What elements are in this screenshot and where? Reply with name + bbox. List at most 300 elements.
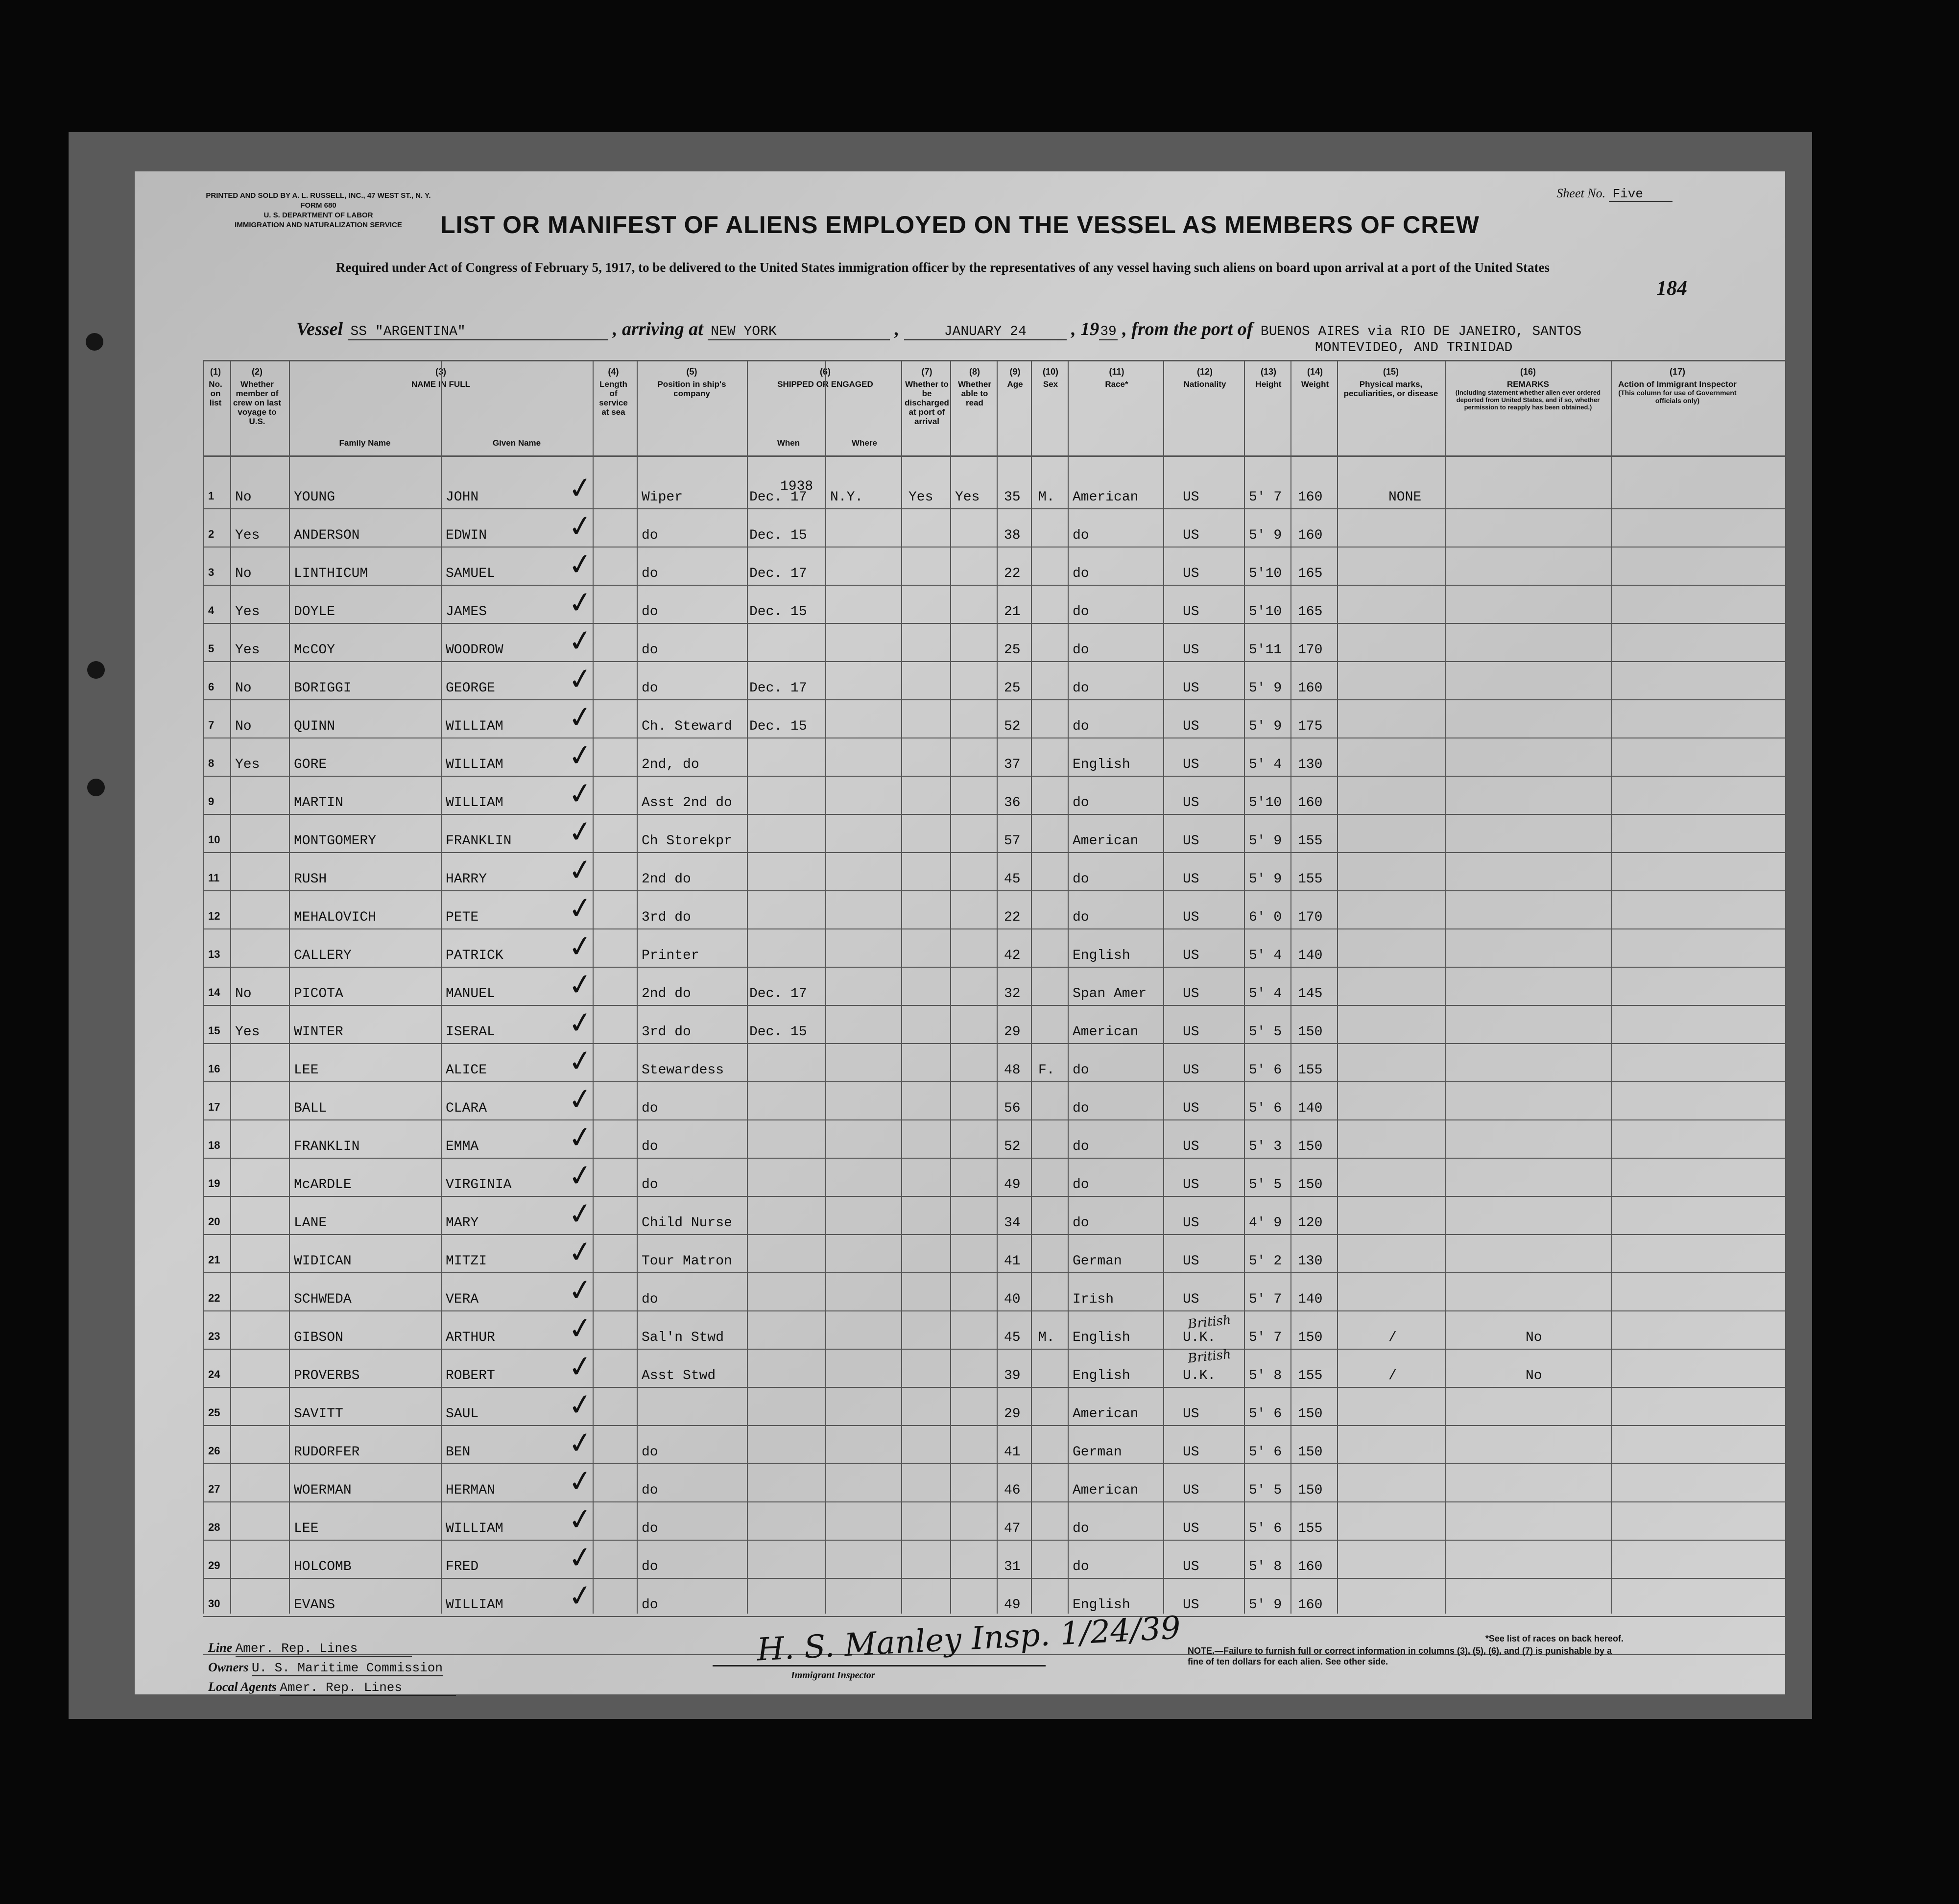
owners-label: Owners xyxy=(208,1660,249,1674)
from-port-continued: MONTEVIDEO, AND TRINIDAD xyxy=(1315,340,1513,356)
cell-weight: 160 xyxy=(1298,795,1323,810)
cell-height: 5' 4 xyxy=(1249,948,1282,963)
cell-race: German xyxy=(1073,1254,1122,1269)
cell-nationality: US xyxy=(1183,1406,1199,1422)
cell-given-name: MANUEL xyxy=(446,986,495,1001)
cell-height: 6' 0 xyxy=(1249,910,1282,925)
cell-given-name: WILLIAM xyxy=(446,1521,503,1536)
vessel-line: Vessel SS "ARGENTINA" , arriving at NEW YORK , JANUARY 24 , 1939 , from the port of BUENOS AIRES via RIO DE JANEIRO, SANTOS xyxy=(296,318,1584,340)
cell-family-name: BORIGGI xyxy=(294,681,352,696)
cell-position: Wiper xyxy=(642,490,683,505)
cell-family-name: LINTHICUM xyxy=(294,566,368,581)
vessel-name: SS "ARGENTINA" xyxy=(348,324,608,340)
cell-age: 39 xyxy=(1004,1368,1021,1383)
cell-nationality: US xyxy=(1183,1483,1199,1498)
cell-race: American xyxy=(1073,1024,1139,1040)
cell-weight: 150 xyxy=(1298,1445,1323,1460)
cell-nationality: US xyxy=(1183,1101,1199,1116)
cell-given-name: VIRGINIA xyxy=(446,1177,512,1192)
cell-race: English xyxy=(1073,1597,1130,1613)
binder-hole xyxy=(87,661,105,679)
cell-race: American xyxy=(1073,1483,1139,1498)
cell-race: do xyxy=(1073,872,1089,887)
cell-weight: 155 xyxy=(1298,1521,1323,1536)
cell-age: 25 xyxy=(1004,681,1021,696)
cell-nationality: US xyxy=(1183,948,1199,963)
column-rule xyxy=(1785,360,1786,1614)
arriving-port: NEW YORK xyxy=(708,324,890,340)
cell-prior-voyage: No xyxy=(235,566,252,581)
cell-row-number: 29 xyxy=(208,1559,220,1571)
cell-position: do xyxy=(642,1597,658,1613)
cell-height: 5' 6 xyxy=(1249,1063,1282,1078)
cell-age: 49 xyxy=(1004,1597,1021,1613)
row-rule xyxy=(203,1081,1785,1082)
cell-position: do xyxy=(642,1101,658,1116)
cell-row-number: 27 xyxy=(208,1483,220,1495)
cell-weight: 175 xyxy=(1298,719,1323,734)
cell-weight: 160 xyxy=(1298,490,1323,505)
cell-given-name: ALICE xyxy=(446,1063,487,1078)
col-header-15: (15) Physical marks, peculiarities, or disease xyxy=(1343,367,1438,398)
cell-weight: 160 xyxy=(1298,528,1323,543)
cell-height: 5' 4 xyxy=(1249,757,1282,772)
row-rule xyxy=(203,1616,1785,1617)
check-mark-icon: ✓ xyxy=(566,1157,595,1195)
cell-weight: 170 xyxy=(1298,643,1323,658)
row-rule xyxy=(203,623,1785,624)
cell-able-to-read: Yes xyxy=(955,490,980,505)
check-mark-icon: ✓ xyxy=(566,928,595,966)
cell-nationality: U.K. xyxy=(1183,1330,1216,1345)
cell-height: 5' 9 xyxy=(1249,681,1282,696)
row-rule xyxy=(203,1310,1785,1311)
cell-age: 22 xyxy=(1004,910,1021,925)
col-header-17: (17) Action of Immigrant Inspector (This column for use of Government officials only) xyxy=(1618,367,1737,405)
check-mark-icon: ✓ xyxy=(566,507,595,546)
cell-age: 34 xyxy=(1004,1215,1021,1231)
check-mark-icon: ✓ xyxy=(566,1271,595,1309)
cell-remarks: No xyxy=(1526,1330,1542,1345)
page-subtitle: Required under Act of Congress of February 5, 1917, to be delivered to the United States immigration officer by the representatives of any vessel having such aliens on board upon arrival at a port of the United States xyxy=(335,260,1550,275)
cell-family-name: WINTER xyxy=(294,1024,343,1040)
cell-height: 4' 9 xyxy=(1249,1215,1282,1231)
cell-position: Sal'n Stwd xyxy=(642,1330,724,1345)
col-header-8: (8) Whether able to read xyxy=(958,367,991,407)
cell-shipped-where: N.Y. xyxy=(830,490,863,505)
cell-age: 47 xyxy=(1004,1521,1021,1536)
cell-position: do xyxy=(642,643,658,658)
cell-height: 5' 6 xyxy=(1249,1406,1282,1422)
cell-given-name: WILLIAM xyxy=(446,757,503,772)
row-rule xyxy=(203,1005,1785,1006)
page-title: LIST OR MANIFEST OF ALIENS EMPLOYED ON THE VESSEL AS MEMBERS OF CREW xyxy=(440,211,1480,238)
cell-family-name: ANDERSON xyxy=(294,528,360,543)
cell-nationality: US xyxy=(1183,1215,1199,1231)
cell-family-name: PICOTA xyxy=(294,986,343,1001)
cell-prior-voyage: Yes xyxy=(235,643,260,658)
form-number: FORM 680 xyxy=(300,201,336,210)
cell-race: do xyxy=(1073,1177,1089,1192)
cell-height: 5' 5 xyxy=(1249,1024,1282,1040)
cell-race: do xyxy=(1073,604,1089,619)
check-mark-icon: ✓ xyxy=(566,775,595,813)
col-header-12: (12) Nationality xyxy=(1183,367,1226,389)
cell-prior-voyage: Yes xyxy=(235,604,260,619)
check-mark-icon: ✓ xyxy=(566,889,595,928)
cell-row-number: 26 xyxy=(208,1445,220,1457)
handwritten-annotation: British xyxy=(1187,1312,1232,1332)
cell-discharged: Yes xyxy=(908,490,933,505)
col-header-14: (14) Weight xyxy=(1301,367,1329,389)
cell-height: 5' 8 xyxy=(1249,1368,1282,1383)
row-rule xyxy=(203,1119,1785,1120)
cell-shipped-when: Dec. 15 xyxy=(749,528,807,543)
cell-weight: 140 xyxy=(1298,1292,1323,1307)
agents-value: Amer. Rep. Lines xyxy=(280,1680,456,1696)
cell-position: Stewardess xyxy=(642,1063,724,1078)
cell-age: 52 xyxy=(1004,1139,1021,1154)
cell-age: 32 xyxy=(1004,986,1021,1001)
cell-position: Ch Storekpr xyxy=(642,833,732,849)
cell-age: 45 xyxy=(1004,1330,1021,1345)
cell-weight: 145 xyxy=(1298,986,1323,1001)
col-header-13: (13) Height xyxy=(1255,367,1282,389)
penalty-note: NOTE.—Failure to furnish full or correct information in columns (3), (5), (6), and (7) is punishable by a fine of ten dollars for each alien. See other side. xyxy=(1188,1646,1612,1666)
sheet-number-label: Sheet No. xyxy=(1556,186,1606,200)
check-mark-icon: ✓ xyxy=(566,1386,595,1424)
signature-rule xyxy=(713,1665,1046,1666)
cell-nationality: US xyxy=(1183,681,1199,696)
cell-weight: 155 xyxy=(1298,1368,1323,1383)
cell-nationality: US xyxy=(1183,1597,1199,1613)
cell-position: do xyxy=(642,1521,658,1536)
col-subheader-when: When xyxy=(777,438,800,448)
cell-nationality: U.K. xyxy=(1183,1368,1216,1383)
row-rule xyxy=(203,1272,1785,1273)
line-field xyxy=(208,1641,412,1657)
cell-family-name: LANE xyxy=(294,1215,327,1231)
cell-given-name: MITZI xyxy=(446,1254,487,1269)
cell-race: do xyxy=(1073,528,1089,543)
cell-given-name: HERMAN xyxy=(446,1483,495,1498)
cell-weight: 165 xyxy=(1298,604,1323,619)
cell-family-name: WIDICAN xyxy=(294,1254,352,1269)
cell-weight: 160 xyxy=(1298,681,1323,696)
cell-remarks: No xyxy=(1526,1368,1542,1383)
cell-position: do xyxy=(642,1445,658,1460)
cell-family-name: RUDORFER xyxy=(294,1445,360,1460)
stamp-number: 184 xyxy=(1656,277,1687,300)
cell-weight: 150 xyxy=(1298,1177,1323,1192)
cell-age: 36 xyxy=(1004,795,1021,810)
cell-position: do xyxy=(642,1483,658,1498)
cell-shipped-when: Dec. 17 xyxy=(749,986,807,1001)
cell-position: 2nd, do xyxy=(642,757,699,772)
cell-prior-voyage: No xyxy=(235,719,252,734)
cell-weight: 160 xyxy=(1298,1559,1323,1574)
cell-age: 38 xyxy=(1004,528,1021,543)
cell-nationality: US xyxy=(1183,719,1199,734)
cell-position: do xyxy=(642,1177,658,1192)
cell-nationality: US xyxy=(1183,643,1199,658)
handwritten-annotation: British xyxy=(1187,1347,1232,1366)
cell-family-name: McARDLE xyxy=(294,1177,352,1192)
check-mark-icon: ✓ xyxy=(566,1080,595,1119)
cell-position: do xyxy=(642,1139,658,1154)
cell-weight: 150 xyxy=(1298,1406,1323,1422)
cell-age: 40 xyxy=(1004,1292,1021,1307)
department-line: U. S. DEPARTMENT OF LABOR xyxy=(263,211,373,219)
cell-given-name: PATRICK xyxy=(446,948,503,963)
row-rule xyxy=(203,776,1785,777)
row-rule xyxy=(203,1043,1785,1044)
cell-age: 46 xyxy=(1004,1483,1021,1498)
cell-height: 5' 6 xyxy=(1249,1101,1282,1116)
owners-value: U. S. Maritime Commission xyxy=(251,1661,443,1675)
cell-position: Asst 2nd do xyxy=(642,795,732,810)
cell-given-name: WILLIAM xyxy=(446,1597,503,1613)
cell-given-name: VERA xyxy=(446,1292,479,1307)
cell-height: 5'10 xyxy=(1249,604,1282,619)
cell-row-number: 28 xyxy=(208,1521,220,1533)
cell-row-number: 19 xyxy=(208,1177,220,1190)
check-mark-icon: ✓ xyxy=(566,1119,595,1157)
cell-row-number: 2 xyxy=(208,528,215,540)
check-mark-icon: ✓ xyxy=(566,966,595,1004)
check-mark-icon: ✓ xyxy=(566,1004,595,1042)
cell-weight: 165 xyxy=(1298,566,1323,581)
cell-family-name: WOERMAN xyxy=(294,1483,352,1498)
cell-race: do xyxy=(1073,1139,1089,1154)
inspector-label: Immigrant Inspector xyxy=(791,1670,875,1681)
cell-race: do xyxy=(1073,566,1089,581)
cell-age: 56 xyxy=(1004,1101,1021,1116)
cell-nationality: US xyxy=(1183,1177,1199,1192)
row-rule xyxy=(203,1425,1785,1426)
sheet-number xyxy=(1556,186,1672,201)
col-header-16: (16) REMARKS (Including statement whether alien ever ordered deported from United States, and if so, whether permission to reapply has been obtained.) xyxy=(1455,367,1601,411)
cell-row-number: 16 xyxy=(208,1063,220,1075)
cell-race: do xyxy=(1073,795,1089,810)
cell-given-name: BEN xyxy=(446,1445,471,1460)
check-mark-icon: ✓ xyxy=(566,1462,595,1500)
cell-race: American xyxy=(1073,833,1139,849)
sheet-number-value: Five xyxy=(1609,187,1672,202)
check-mark-icon: ✓ xyxy=(566,1309,595,1348)
cell-row-number: 20 xyxy=(208,1215,220,1228)
row-rule xyxy=(203,699,1785,700)
cell-given-name: EMMA xyxy=(446,1139,479,1154)
cell-position: do xyxy=(642,566,658,581)
cell-position: Asst Stwd xyxy=(642,1368,716,1383)
cell-given-name: JOHN xyxy=(446,490,479,505)
cell-position: Child Nurse xyxy=(642,1215,732,1231)
col-header-3: (3) NAME IN FULL xyxy=(411,367,470,389)
cell-race: Span Amer xyxy=(1073,986,1147,1001)
cell-given-name: ROBERT xyxy=(446,1368,495,1383)
row-rule xyxy=(203,1463,1785,1464)
row-rule xyxy=(203,1540,1785,1541)
row-rule xyxy=(203,1501,1785,1502)
cell-nationality: US xyxy=(1183,566,1199,581)
cell-height: 5' 6 xyxy=(1249,1521,1282,1536)
cell-physical-marks: NONE xyxy=(1388,490,1422,505)
check-mark-icon: ✓ xyxy=(566,546,595,584)
cell-age: 29 xyxy=(1004,1024,1021,1040)
cell-race: American xyxy=(1073,1406,1139,1422)
cell-sex: M. xyxy=(1038,1330,1055,1345)
cell-shipped-when: Dec. 17 xyxy=(749,490,807,505)
manifest-sheet xyxy=(135,171,1785,1694)
cell-weight: 130 xyxy=(1298,1254,1323,1269)
cell-given-name: SAUL xyxy=(446,1406,479,1422)
row-rule xyxy=(203,1158,1785,1159)
cell-family-name: LEE xyxy=(294,1063,319,1078)
cell-race: do xyxy=(1073,1063,1089,1078)
printer-line: PRINTED AND SOLD BY A. L. RUSSELL, INC., 47 WEST ST., N. Y. xyxy=(206,191,431,200)
cell-age: 45 xyxy=(1004,872,1021,887)
check-mark-icon: ✓ xyxy=(566,698,595,737)
cell-family-name: McCOY xyxy=(294,643,335,658)
cell-given-name: HARRY xyxy=(446,872,487,887)
cell-family-name: FRANKLIN xyxy=(294,1139,360,1154)
cell-given-name: FRED xyxy=(446,1559,479,1574)
cell-race: American xyxy=(1073,490,1139,505)
cell-family-name: GORE xyxy=(294,757,327,772)
cell-height: 5' 5 xyxy=(1249,1177,1282,1192)
arrival-date: JANUARY 24 xyxy=(904,324,1067,340)
cell-row-number: 22 xyxy=(208,1292,220,1304)
cell-family-name: DOYLE xyxy=(294,604,335,619)
cell-nationality: US xyxy=(1183,1445,1199,1460)
cell-position: Ch. Steward xyxy=(642,719,732,734)
col-header-1: (1) No. on list xyxy=(209,367,222,407)
cell-weight: 160 xyxy=(1298,1597,1323,1613)
cell-prior-voyage: No xyxy=(235,681,252,696)
row-rule xyxy=(203,1196,1785,1197)
cell-family-name: HOLCOMB xyxy=(294,1559,352,1574)
cell-sex: M. xyxy=(1038,490,1055,505)
cell-race: do xyxy=(1073,1101,1089,1116)
cell-age: 41 xyxy=(1004,1445,1021,1460)
cell-height: 5' 9 xyxy=(1249,719,1282,734)
cell-family-name: RUSH xyxy=(294,872,327,887)
row-rule xyxy=(203,1349,1785,1350)
cell-shipped-when: Dec. 15 xyxy=(749,604,807,619)
cell-age: 25 xyxy=(1004,643,1021,658)
cell-prior-voyage: Yes xyxy=(235,528,260,543)
cell-nationality: US xyxy=(1183,910,1199,925)
cell-given-name: CLARA xyxy=(446,1101,487,1116)
cell-height: 5' 2 xyxy=(1249,1254,1282,1269)
col-header-4: (4) Length of service at sea xyxy=(599,367,628,417)
line-label: Line xyxy=(208,1641,233,1655)
cell-nationality: US xyxy=(1183,1292,1199,1307)
cell-prior-voyage: Yes xyxy=(235,757,260,772)
cell-row-number: 25 xyxy=(208,1406,220,1419)
col-header-11: (11) Race* xyxy=(1105,367,1128,389)
cell-shipped-when: Dec. 15 xyxy=(749,1024,807,1040)
cell-row-number: 21 xyxy=(208,1254,220,1266)
arriving-label: , arriving at xyxy=(613,319,703,339)
cell-nationality: US xyxy=(1183,490,1199,505)
cell-position: Tour Matron xyxy=(642,1254,732,1269)
cell-position: 2nd do xyxy=(642,872,691,887)
cell-family-name: PROVERBS xyxy=(294,1368,360,1383)
cell-given-name: WOODROW xyxy=(446,643,503,658)
check-mark-icon: ✓ xyxy=(566,1195,595,1233)
cell-age: 29 xyxy=(1004,1406,1021,1422)
cell-age: 49 xyxy=(1004,1177,1021,1192)
cell-height: 5'10 xyxy=(1249,795,1282,810)
cell-weight: 130 xyxy=(1298,757,1323,772)
cell-height: 5' 7 xyxy=(1249,1292,1282,1307)
col-header-7: (7) Whether to be discharged at port of arrival xyxy=(905,367,949,426)
check-mark-icon: ✓ xyxy=(566,1539,595,1577)
cell-position: do xyxy=(642,604,658,619)
cell-weight: 140 xyxy=(1298,948,1323,963)
cell-family-name: SAVITT xyxy=(294,1406,343,1422)
cell-row-number: 9 xyxy=(208,795,215,808)
check-mark-icon: ✓ xyxy=(566,1577,595,1615)
cell-row-number: 7 xyxy=(208,719,215,731)
cell-row-number: 18 xyxy=(208,1139,220,1151)
cell-given-name: ARTHUR xyxy=(446,1330,495,1345)
cell-position: do xyxy=(642,528,658,543)
cell-height: 5' 5 xyxy=(1249,1483,1282,1498)
cell-race: do xyxy=(1073,681,1089,696)
cell-shipped-when: Dec. 15 xyxy=(749,719,807,734)
col-header-2: (2) Whether member of crew on last voyage to U.S. xyxy=(233,367,282,426)
cell-weight: 150 xyxy=(1298,1330,1323,1345)
binder-hole xyxy=(87,779,105,796)
check-mark-icon: ✓ xyxy=(566,1500,595,1539)
cell-age: 22 xyxy=(1004,566,1021,581)
cell-sex: F. xyxy=(1038,1063,1055,1078)
vessel-label: Vessel xyxy=(296,319,343,339)
cell-row-number: 30 xyxy=(208,1597,220,1610)
cell-nationality: US xyxy=(1183,1024,1199,1040)
cell-height: 5' 9 xyxy=(1249,528,1282,543)
cell-family-name: BALL xyxy=(294,1101,327,1116)
agents-field xyxy=(208,1680,456,1696)
cell-race: do xyxy=(1073,910,1089,925)
cell-nationality: US xyxy=(1183,1521,1199,1536)
cell-race: do xyxy=(1073,1521,1089,1536)
cell-race: English xyxy=(1073,757,1130,772)
cell-nationality: US xyxy=(1183,1139,1199,1154)
cell-family-name: MONTGOMERY xyxy=(294,833,377,849)
cell-nationality: US xyxy=(1183,1254,1199,1269)
cell-height: 5' 8 xyxy=(1249,1559,1282,1574)
cell-race: English xyxy=(1073,1368,1130,1383)
cell-race: English xyxy=(1073,1330,1130,1345)
cell-position: do xyxy=(642,1292,658,1307)
cell-row-number: 5 xyxy=(208,643,215,655)
cell-nationality: US xyxy=(1183,986,1199,1001)
service-line: IMMIGRATION AND NATURALIZATION SERVICE xyxy=(235,221,402,229)
check-mark-icon: ✓ xyxy=(566,1424,595,1462)
col-subheader-family: Family Name xyxy=(339,438,391,448)
check-mark-icon: ✓ xyxy=(566,584,595,622)
col-header-6: (6) SHIPPED OR ENGAGED xyxy=(777,367,873,389)
row-rule xyxy=(203,967,1785,968)
cell-race: do xyxy=(1073,1215,1089,1231)
cell-weight: 150 xyxy=(1298,1483,1323,1498)
cell-height: 5'10 xyxy=(1249,566,1282,581)
cell-age: 48 xyxy=(1004,1063,1021,1078)
